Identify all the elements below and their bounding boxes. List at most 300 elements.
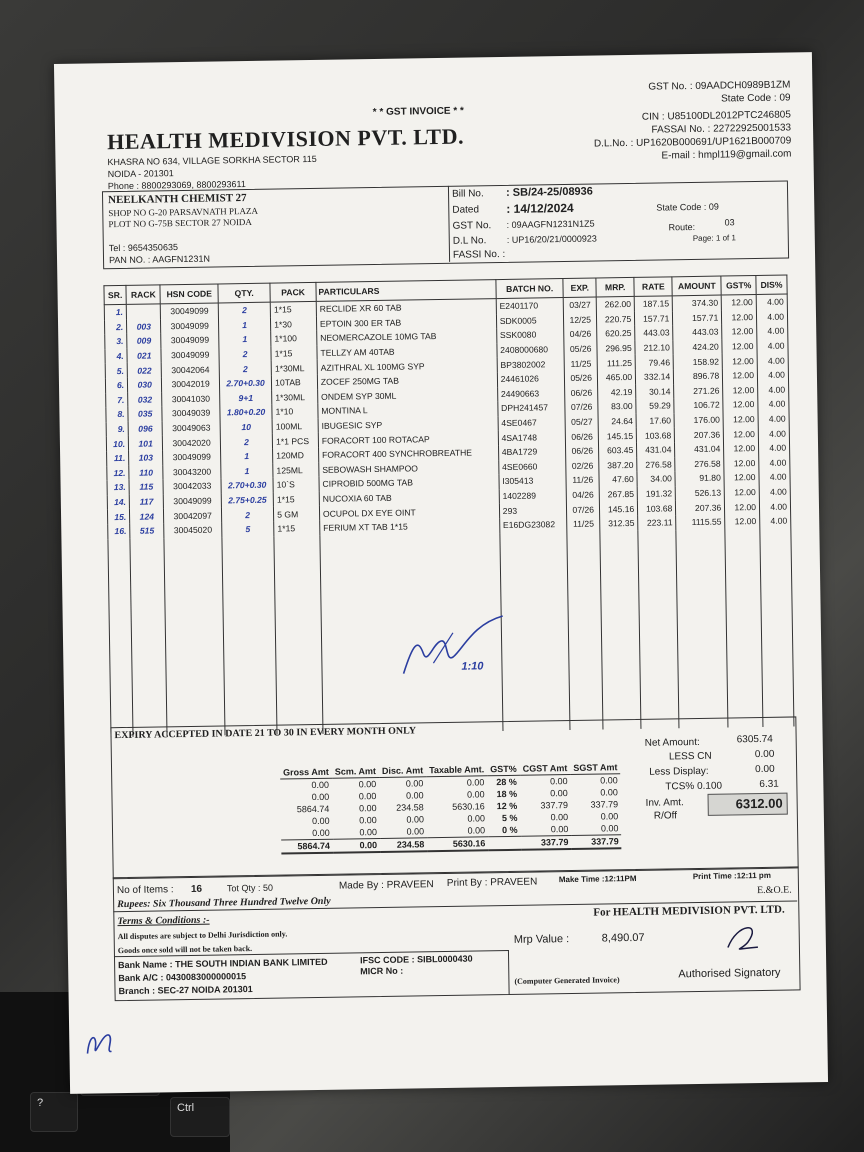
tax-col-gstpct: GST%	[487, 763, 520, 776]
item-sr: 9.	[106, 422, 128, 437]
item-amount: 1115.55	[676, 514, 725, 529]
tax-cell: 0.00	[312, 827, 330, 839]
buyer-gst-label: GST No.	[452, 220, 492, 232]
terms-title: Terms & Conditions :-	[117, 914, 210, 928]
item-qty: 2.75+0.25	[221, 492, 273, 507]
item-pack: 1*1 PCS	[272, 433, 318, 448]
item-rack	[126, 304, 160, 320]
tax-cell: 0.00	[311, 779, 330, 791]
buyer-dl: : UP16/20/21/0000923	[506, 233, 597, 245]
item-rack: 009	[127, 334, 161, 349]
item-mrp: 145.16	[599, 501, 637, 516]
item-sr: 10.	[106, 436, 128, 451]
item-dis: 4.00	[759, 470, 790, 485]
less-display: 0.00	[755, 763, 775, 776]
item-amount: 276.58	[675, 456, 724, 471]
item-dis: 4.00	[758, 411, 789, 426]
net-amount: 6305.74	[736, 733, 773, 746]
item-exp: 06/26	[566, 429, 599, 444]
item-exp: 07/26	[567, 502, 600, 517]
item-dis: 4.00	[758, 426, 789, 441]
item-rack: 032	[128, 392, 162, 407]
item-rack: 021	[127, 348, 161, 363]
made-by: Made By : PRAVEEN	[338, 879, 434, 892]
item-amount: 207.36	[675, 427, 724, 442]
tax-total-cell: 5864.74	[281, 839, 333, 853]
tax-cell: 5 %	[501, 812, 518, 824]
item-sr: 3.	[105, 334, 127, 349]
item-rack: 103	[129, 450, 163, 465]
item-sr: 2.	[104, 320, 126, 335]
item-exp: 05/27	[565, 414, 598, 429]
item-batch: 24490663	[497, 386, 565, 402]
seller-state-code: State Code : 09	[721, 92, 791, 105]
item-batch: SSK0080	[496, 327, 564, 343]
seller-fassai: FASSAI No. : 22722925001533	[651, 122, 792, 136]
col-amount: AMOUNT	[672, 276, 721, 296]
roff-label: R/Off	[653, 810, 678, 822]
item-pack: 1*15	[273, 492, 319, 507]
tax-col-disc: Disc. Amt	[379, 764, 426, 777]
filler-cell	[725, 528, 763, 727]
total-qty: Tot Qty : 50	[226, 882, 274, 894]
item-batch: 4SE0660	[498, 459, 566, 475]
item-sr: 13.	[107, 480, 129, 495]
item-batch: 24461026	[497, 371, 565, 387]
item-qty: 2.70+0.30	[221, 478, 273, 493]
item-gst: 12.00	[723, 383, 758, 398]
tax-cell: 0.00	[311, 791, 330, 803]
item-qty: 10	[220, 419, 272, 434]
item-exp: 05/26	[565, 370, 598, 385]
item-pack: 125ML	[273, 462, 319, 477]
item-rack: 515	[130, 523, 164, 538]
seller-gst: GST No. : 09AADCH0989B1ZM	[648, 79, 791, 93]
item-mrp: 312.35	[600, 516, 638, 531]
col-sr: SR.	[104, 285, 126, 304]
item-rate: 79.46	[635, 355, 673, 370]
item-exp: 05/26	[564, 341, 597, 356]
filler-cell	[130, 538, 167, 737]
seller-email: E-mail : hmpl119@gmail.com	[661, 148, 792, 162]
item-dis: 4.00	[757, 338, 788, 353]
tax-total-cell	[488, 836, 521, 850]
item-gst: 12.00	[722, 353, 757, 368]
tax-col-scm: Scm. Amt	[332, 765, 379, 778]
filler-cell	[638, 530, 679, 729]
item-name: ZOCEF 250MG TAB	[317, 372, 497, 389]
item-amount: 374.30	[673, 295, 722, 311]
item-mrp: 47.60	[599, 472, 637, 487]
bank-account: Bank A/C : 0430083000000015	[118, 971, 247, 984]
tax-cell: 0.00	[550, 788, 568, 799]
item-name: ONDEM SYP 30ML	[318, 387, 498, 404]
item-mrp: 42.19	[598, 384, 636, 399]
col-hsn: HSN CODE	[160, 284, 218, 304]
item-gst: 12.00	[723, 397, 758, 412]
item-amount: 207.36	[676, 500, 725, 515]
tax-cell: 0.00	[550, 812, 569, 823]
buyer-state-code: State Code : 09	[656, 201, 719, 213]
invoice-paper	[54, 52, 828, 1094]
item-amount: 91.80	[675, 471, 724, 486]
item-hsn: 30049099	[161, 333, 219, 348]
tax-cell: 0.00	[600, 787, 618, 798]
item-hsn: 30041030	[162, 391, 220, 406]
tax-cell: 337.79	[590, 799, 619, 810]
item-amount: 443.03	[673, 325, 722, 340]
item-sr: 11.	[107, 451, 129, 466]
invoice-amount: 6312.00	[708, 793, 788, 816]
item-rate: 276.58	[637, 457, 675, 472]
item-mrp: 24.64	[598, 414, 636, 429]
col-mrp: MRP.	[596, 277, 634, 297]
item-batch: E16DG23082	[499, 517, 567, 533]
item-hsn: 30043200	[163, 464, 221, 479]
item-sr: 15.	[107, 509, 129, 524]
item-name: RECLIDE XR 60 TAB	[316, 299, 496, 317]
item-rack: 124	[130, 509, 164, 524]
item-hsn: 30042033	[163, 479, 221, 494]
col-gst: GST%	[721, 276, 756, 296]
filler-cell	[274, 535, 323, 734]
item-mrp: 111.25	[597, 355, 635, 370]
item-rack: 117	[129, 494, 163, 509]
item-hsn: 30049099	[161, 347, 219, 362]
tax-total-cell: 0.00	[333, 838, 380, 852]
item-amount: 176.00	[674, 412, 723, 427]
item-sr: 4.	[105, 349, 127, 364]
tax-cell: 0.00	[358, 791, 377, 802]
item-exp: 04/26	[564, 327, 597, 342]
item-rate: 332.14	[636, 369, 674, 384]
tax-cell: 0.00	[466, 789, 485, 800]
item-sr: 1.	[104, 304, 126, 319]
item-name: OCUPOL DX EYE OINT	[319, 503, 499, 520]
terms-line-1: All disputes are subject to Delhi Jurisdiction only.	[117, 929, 288, 942]
item-gst: 12.00	[724, 441, 759, 456]
item-mrp: 296.95	[597, 341, 635, 356]
item-rack: 101	[128, 436, 162, 451]
filler-cell	[222, 536, 277, 735]
item-gst: 12.00	[724, 456, 759, 471]
item-rate: 59.29	[636, 398, 674, 413]
item-qty: 2	[218, 302, 270, 318]
item-dis: 4.00	[759, 484, 790, 499]
item-qty: 9+1	[220, 390, 272, 405]
item-sr: 6.	[105, 378, 127, 393]
items-count-label: No of Items :	[116, 884, 174, 897]
item-batch: I305413	[499, 473, 567, 489]
route-label: Route:	[668, 221, 696, 233]
item-pack: 1*10	[272, 404, 318, 419]
seller-address1: KHASRA NO 634, VILLAGE SORKHA SECTOR 115	[107, 153, 317, 168]
less-cn: 0.00	[754, 748, 775, 761]
item-exp: 12/25	[564, 312, 597, 327]
item-dis: 4.00	[757, 367, 788, 382]
item-dis: 4.00	[758, 382, 789, 397]
ctrl-key: Ctrl	[170, 1097, 230, 1137]
col-particulars: PARTICULARS	[316, 280, 496, 302]
item-amount: 431.04	[675, 441, 724, 456]
col-rate: RATE	[634, 277, 672, 297]
filler-cell	[108, 538, 133, 736]
item-mrp: 620.25	[597, 326, 635, 341]
item-gst: 12.00	[725, 499, 760, 514]
item-amount: 526.13	[676, 485, 725, 500]
buyer-gst: : 09AAGFN1231N1Z5	[506, 218, 595, 230]
seller-ids	[593, 78, 792, 163]
item-name: SEBOWASH SHAMPOO	[319, 460, 499, 477]
tax-cell: 0.00	[466, 777, 485, 788]
col-rack: RACK	[126, 285, 160, 305]
filler-cell	[164, 537, 225, 736]
seller-phone: Phone : 8800293069, 8800293611	[107, 179, 246, 192]
tax-cell: 0.00	[405, 778, 424, 789]
seller-dl: D.L.No. : UP1620B000691/UP1621B000709	[593, 135, 792, 150]
item-gst: 12.00	[721, 295, 756, 311]
tax-cell: 0.00	[311, 815, 330, 827]
mrp-value-label: Mrp Value :	[513, 933, 570, 946]
bill-date: : 14/12/2024	[506, 200, 574, 216]
make-time: Make Time :12:11PM	[558, 873, 637, 885]
item-rate: 157.71	[635, 311, 673, 326]
tax-cell: 0.00	[467, 825, 486, 836]
tax-col-taxable: Taxable Amt.	[426, 763, 487, 776]
item-qty: 2	[221, 507, 273, 522]
item-name: FORACORT 100 ROTACAP	[318, 430, 498, 447]
item-exp: 07/26	[565, 400, 598, 415]
item-rate: 223.11	[638, 515, 676, 530]
item-gst: 12.00	[724, 485, 759, 500]
item-gst: 12.00	[722, 324, 757, 339]
handwritten-signature-icon	[393, 612, 514, 684]
seller-address2: NOIDA - 201301	[107, 168, 174, 180]
item-qty: 1	[218, 317, 270, 332]
item-rate: 103.68	[636, 428, 674, 443]
item-hsn: 30049039	[162, 406, 220, 421]
item-dis: 4.00	[757, 324, 788, 339]
item-qty: 2	[219, 361, 271, 376]
item-name: TELLZY AM 40TAB	[317, 343, 497, 360]
item-rack: 096	[128, 421, 162, 436]
terms-line-2: Goods once sold will not be taken back.	[117, 944, 253, 956]
buyer-dl-label: D.L No.	[452, 235, 487, 247]
item-dis: 4.00	[759, 499, 790, 514]
tax-total-cell: 337.79	[571, 835, 621, 849]
item-sr: 14.	[107, 495, 129, 510]
tax-cell: 0.00	[359, 827, 378, 838]
tcs-label: TCS% 0.100	[665, 780, 723, 793]
item-name: EPTOIN 300 ER TAB	[316, 314, 496, 331]
seller-cin: CIN : U85100DL2012PTC246805	[641, 109, 791, 123]
print-time: Print Time :12:11 pm	[692, 870, 771, 882]
tax-body	[280, 774, 622, 854]
item-gst: 12.00	[722, 339, 757, 354]
items-count: 16	[190, 883, 203, 895]
col-pack: PACK	[270, 282, 316, 302]
col-dis: DIS%	[756, 275, 787, 294]
item-rack: 110	[129, 465, 163, 480]
item-rack: 030	[128, 377, 162, 392]
tax-total-cell: 5630.16	[427, 837, 488, 851]
item-exp: 11/25	[567, 516, 600, 531]
bank-name: Bank Name : THE SOUTH INDIAN BANK LIMITED	[118, 956, 328, 971]
tax-cell: 5630.16	[452, 801, 485, 812]
item-batch: 2408000680	[497, 342, 565, 358]
item-pack: 100ML	[272, 419, 318, 434]
item-pack: 1*15	[271, 346, 317, 361]
tax-col-gross: Gross Amt	[280, 766, 332, 779]
item-batch: 293	[499, 502, 567, 518]
item-dis: 4.00	[756, 309, 787, 324]
item-batch: E2401170	[496, 298, 564, 314]
item-exp: 06/26	[565, 385, 598, 400]
page-indicator: Page: 1 of 1	[692, 233, 736, 244]
tax-col-sgst: SGST Amt	[570, 761, 620, 774]
item-sr: 7.	[106, 392, 128, 407]
tax-cell: 5864.74	[296, 803, 330, 815]
item-batch: 4SE0467	[498, 415, 566, 431]
buyer-tel: Tel : 9654350635	[108, 242, 178, 254]
item-mrp: 603.45	[599, 443, 637, 458]
item-batch: 4SA1748	[498, 429, 566, 445]
filler-cell	[567, 531, 603, 729]
item-batch: 4BA1729	[498, 444, 566, 460]
tax-total-cell: 234.58	[380, 838, 427, 852]
ifsc-code: IFSC CODE : SIBL0000430	[359, 953, 473, 966]
item-dis: 4.00	[760, 513, 791, 528]
item-gst: 12.00	[723, 368, 758, 383]
item-dis: 4.00	[759, 455, 790, 470]
inv-amt-label: Inv. Amt.	[645, 797, 684, 809]
item-mrp: 465.00	[597, 370, 635, 385]
item-name: NEOMERCAZOLE 10MG TAB	[317, 328, 497, 345]
item-rate: 443.03	[635, 326, 673, 341]
tax-cell: 0.00	[406, 826, 425, 837]
item-pack: 1*30ML	[272, 389, 318, 404]
tax-cell: 0.00	[550, 824, 569, 835]
col-exp: EXP.	[563, 278, 596, 298]
tax-cell: 18 %	[496, 788, 518, 800]
item-exp: 03/27	[564, 297, 597, 313]
item-rate: 103.68	[638, 501, 676, 516]
item-amount: 896.78	[674, 369, 723, 384]
buyer-name: NEELKANTH CHEMIST 27	[108, 192, 247, 207]
item-sr: 5.	[105, 363, 127, 378]
item-rack: 115	[129, 479, 163, 494]
net-label: Net Amount:	[644, 736, 700, 749]
item-mrp: 387.20	[599, 457, 637, 472]
item-gst: 12.00	[722, 310, 757, 325]
item-sr: 12.	[107, 465, 129, 480]
item-hsn: 30045020	[164, 522, 222, 537]
item-gst: 12.00	[724, 470, 759, 485]
item-amount: 106.72	[674, 398, 723, 413]
item-qty: 5	[222, 522, 274, 537]
item-mrp: 145.15	[598, 428, 636, 443]
item-gst: 12.00	[725, 514, 760, 529]
fassi-label: FASSI No. :	[452, 248, 506, 261]
bill-no: : SB/24-25/08936	[505, 185, 593, 199]
item-rate: 34.00	[637, 471, 675, 486]
item-amount: 424.20	[673, 339, 722, 354]
tax-cell: 0.00	[359, 815, 377, 826]
item-name: CIPROBID 500MG TAB	[319, 474, 499, 491]
tcs-amount: 6.31	[759, 778, 779, 791]
item-rack: 003	[127, 319, 161, 334]
item-qty: 2	[220, 434, 272, 449]
item-dis: 4.00	[758, 397, 789, 412]
item-pack: 1*100	[271, 331, 317, 346]
filler-cell	[676, 529, 728, 728]
tax-cell: 0.00	[549, 776, 568, 787]
bank-branch: Branch : SEC-27 NOIDA 201301	[118, 984, 253, 997]
item-amount: 157.71	[673, 310, 722, 325]
item-rate: 17.60	[636, 413, 674, 428]
filler-cell	[760, 528, 794, 726]
company-name: HEALTH MEDIVISION PVT. LTD.	[106, 123, 465, 155]
item-batch: BP3802002	[497, 356, 565, 372]
item-rate: 212.10	[635, 340, 673, 355]
item-exp: 02/26	[566, 458, 599, 473]
item-rate: 431.04	[637, 442, 675, 457]
item-pack: 1*15	[270, 301, 316, 317]
invoice-type: * * GST INVOICE * *	[372, 105, 464, 119]
tax-cell: 0.00	[600, 775, 618, 786]
micr-no: MICR No :	[360, 965, 404, 977]
tax-cell: 0.00	[358, 779, 377, 790]
question-key: ?	[30, 1092, 78, 1132]
item-name: FERIUM XT TAB 1*15	[320, 518, 500, 535]
item-pack: 10`S	[273, 477, 319, 492]
item-dis: 4.00	[756, 294, 787, 310]
item-pack: 5 GM	[274, 506, 320, 521]
item-hsn: 30049099	[163, 449, 221, 464]
less-display-label: Less Display:	[649, 765, 709, 778]
item-rate: 191.32	[637, 486, 675, 501]
item-mrp: 262.00	[596, 296, 634, 312]
item-rack: 035	[128, 407, 162, 422]
filler-cell	[600, 530, 641, 729]
item-pack: 120MD	[273, 448, 319, 463]
item-gst: 12.00	[724, 426, 759, 441]
item-rack: 022	[127, 363, 161, 378]
item-exp: 06/26	[566, 443, 599, 458]
expiry-note: EXPIRY ACCEPTED IN DATE 21 TO 30 IN EVERY MONTH ONLY	[114, 725, 417, 742]
item-name: FORACORT 400 SYNCHROBREATHE	[318, 445, 498, 462]
item-pack: 10TAB	[272, 375, 318, 390]
item-amount: 158.92	[673, 354, 722, 369]
item-exp: 11/25	[565, 356, 598, 371]
item-hsn: 30042097	[164, 508, 222, 523]
dated-label: Dated	[452, 204, 480, 216]
tax-cell: 0.00	[405, 790, 424, 801]
mrp-value: 8,490.07	[601, 931, 645, 945]
item-qty: 2	[219, 346, 271, 361]
item-batch: DPH241457	[498, 400, 566, 416]
item-rate: 187.15	[634, 296, 672, 312]
buyer-address2: PLOT NO G-75B SECTOR 27 NOIDA	[108, 216, 252, 230]
item-hsn: 30049063	[162, 420, 220, 435]
col-qty: QTY.	[218, 283, 270, 303]
item-batch: 1402289	[499, 488, 567, 504]
tax-cell: 0.00	[358, 803, 377, 814]
item-pack: 1*15	[274, 521, 320, 536]
tax-total-cell: 337.79	[521, 835, 572, 849]
item-dis: 4.00	[757, 353, 788, 368]
item-sr: 16.	[108, 524, 130, 539]
